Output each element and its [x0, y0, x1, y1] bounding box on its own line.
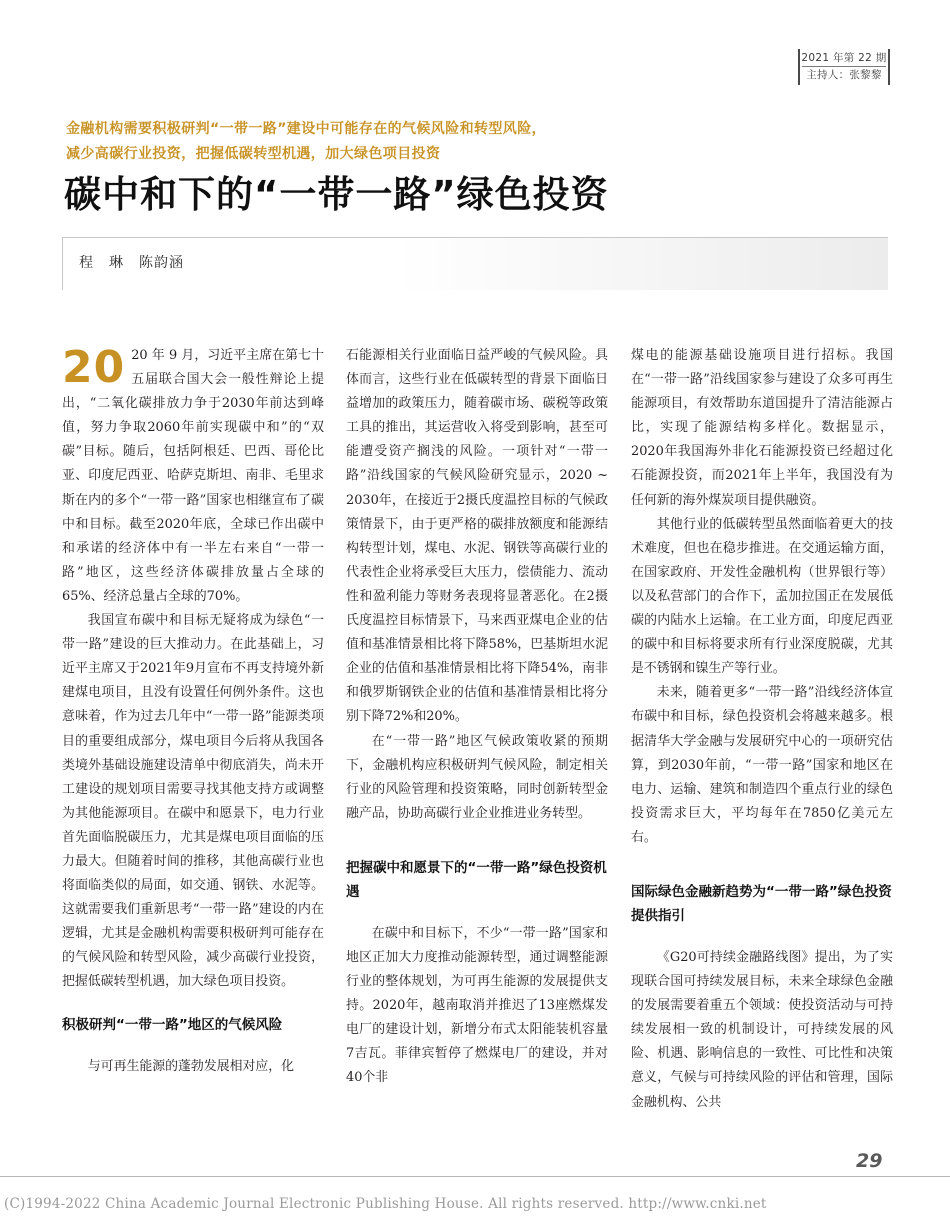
article-kicker — [66, 117, 706, 167]
kicker-line-1: 金融机构需要积极研判“一带一路”建设中可能存在的气候风险和转型风险， — [66, 121, 547, 137]
body-paragraph: 在碳中和目标下，不少“一带一路”国家和地区正加大力度推动能源转型，通过调整能源行业的整体规划，为可再生能源的发展提供支持。2020年，越南取消并推迟了13座燃煤发电厂的建设计划，新增分布式太阳能装机容量7吉瓦。菲律宾暂停了燃煤电厂的建设，并对40个非 — [346, 925, 608, 1086]
page-number: 29 — [856, 1150, 883, 1172]
body-paragraph: 在“一带一路”地区气候政策收紧的预期下，金融机构应积极研判气候风险，制定相关行业的风险管理和投资策略，同时创新转型金融产品，协助高碳行业企业推进业务转型。 — [346, 733, 608, 821]
section-heading: 积极研判“一带一路”地区的气候风险 — [62, 1016, 283, 1033]
article-authors: 程 琳 陈韵涵 — [79, 255, 184, 271]
section-heading: 把握碳中和愿景下的“一带一路”绿色投资机遇 — [346, 859, 607, 900]
footer-divider — [0, 1176, 950, 1177]
issue-info — [798, 49, 890, 85]
kicker-line-2: 减少高碳行业投资，把握低碳转型机遇，加大绿色项目投资 — [66, 146, 441, 162]
body-column-3 — [631, 344, 893, 1115]
body-paragraph: 未来，随着更多“一带一路”沿线经济体宣布碳中和目标，绿色投资机会将越来越多。根据清华大学金融与发展研究中心的一项研究估算，到2030年前，“一带一路”国家和地区在电力、运输、建筑和制造四个重点行业的绿色投资需求巨大，平均每年在7850亿美元左右。 — [631, 685, 893, 845]
issue-host: 主持人：张黎黎 — [806, 69, 882, 81]
copyright-notice: (C)1994-2022 China Academic Journal Electronic Publishing House. All rights reserved. http://www.cnki.net — [4, 1196, 767, 1212]
body-paragraph: 与可再生能源的蓬勃发展相对应，化 — [87, 1058, 295, 1074]
body-paragraph: 其他行业的低碳转型虽然面临着更大的技术难度，但也在稳步推进。在交通运输方面，在国家政府、开发性金融机构（世界银行等）以及私营部门的合作下，孟加拉国正在发展低碳的内陆水上运输。在工业方面，印度尼西亚的碳中和目标将要求所有行业深度脱碳，尤其是不锈钢和镍生产等行业。 — [631, 516, 893, 677]
body-paragraph: 煤电的能源基础设施项目进行招标。我国在“一带一路”沿线国家参与建设了众多可再生能源项目，有效帮助东道国提升了清洁能源占比，实现了能源结构多样化。数据显示，2020年我国海外非化石能源投资已经超过化石能源投资，而2021年上半年，我国没有为任何新的海外煤炭项目提供融资。 — [631, 348, 893, 508]
author-band — [62, 238, 888, 290]
issue-number: 2021 年第 22 期 — [801, 52, 887, 64]
body-paragraph: 我国宣布碳中和目标无疑将成为绿色“一带一路”建设的巨大推动力。在此基础上，习近平主席又于2021年9月宣布不再支持境外新建煤电项目，且没有设置任何例外条件。这也意味着，作为过去几年中“一带一路”能源类项目的重要组成部分，煤电项目今后将从我国各类境外基础设施建设清单中彻底消失，尚未开工建设的规划项目需要寻找其他支持方或调整为其他能源项目。在碳中和愿景下，电力行业首先面临脱碳压力，尤其是煤电项目面临的压力最大。但随着时间的推移，其他高碳行业也将面临类似的局面，如交通、钢铁、水泥等。这就需要我们重新思考“一带一路”建设的内在逻辑，尤其是金融机构需要积极研判可能存在的气候风险和转型风险，减少高碳行业投资，把握低碳转型机遇，加大绿色项目投资。 — [62, 613, 324, 990]
paragraph-text: 20 年 9 月，习近平主席在第七十五届联合国大会一般性辩论上提出，“二氧化碳排放力争于2030年前达到峰值，努力争取2060年前实现碳中和”的“双碳”目标。随后，包括阿根廷、巴西、哥伦比亚、印度尼西亚、哈萨克斯坦、南非、毛里求斯在内的多个“一带一路”国家也相继宣布了碳中和目标。截至2020年底，全球已作出碳中和承诺的经济体中有一半左右来自“一带一路”地区，这些经济体碳排放量占全球的65%、经济总量占全球的70%。 — [62, 348, 324, 604]
title-divider — [62, 237, 888, 238]
article-title: 碳中和下的“一带一路”绿色投资 — [64, 173, 609, 216]
body-paragraph: 《G20可持续金融路线图》提出，为了实现联合国可持续发展目标，未来全球绿色金融的发展需要着重五个领域：使投资活动与可持续发展相一致的机制设计，可持续发展的风险、机遇、影响信息的一致性、可比性和决策意义，气候与可持续风险的评估和管理，国际金融机构、公共 — [631, 949, 893, 1110]
body-paragraph — [62, 344, 324, 609]
drop-cap: 20 — [62, 342, 126, 393]
section-heading: 国际绿色金融新趋势为“一带一路”绿色投资提供指引 — [631, 883, 892, 924]
body-paragraph: 石能源相关行业面临日益严峻的气候风险。具体而言，这些行业在低碳转型的背景下面临日益增加的政策压力，随着碳市场、碳税等政策工具的推出，其运营收入将受到影响，甚至可能遭受资产搁浅的风险。一项针对“一带一路”沿线国家的气候风险研究显示，2020 ~ 2030年，在接近于2摄氏度温控目标的气候政策情景下，由于更严格的碳排放额度和能源结构转型计划，煤电、水泥、钢铁等高碳行业的代表性企业将承受巨大压力，偿债能力、流动性和盈利能力等财务表现将显著恶化。在2摄氏度温控目标情景下，马来西亚煤电企业的估值和基准情景相比将下降58%，巴基斯坦水泥企业的估值和基准情景相比将下降54%，南非和俄罗斯钢铁企业的估值和基准情景相比将分别下降72%和20%。 — [346, 348, 608, 725]
body-column-2 — [346, 344, 608, 1091]
body-column-1 — [62, 344, 324, 1079]
